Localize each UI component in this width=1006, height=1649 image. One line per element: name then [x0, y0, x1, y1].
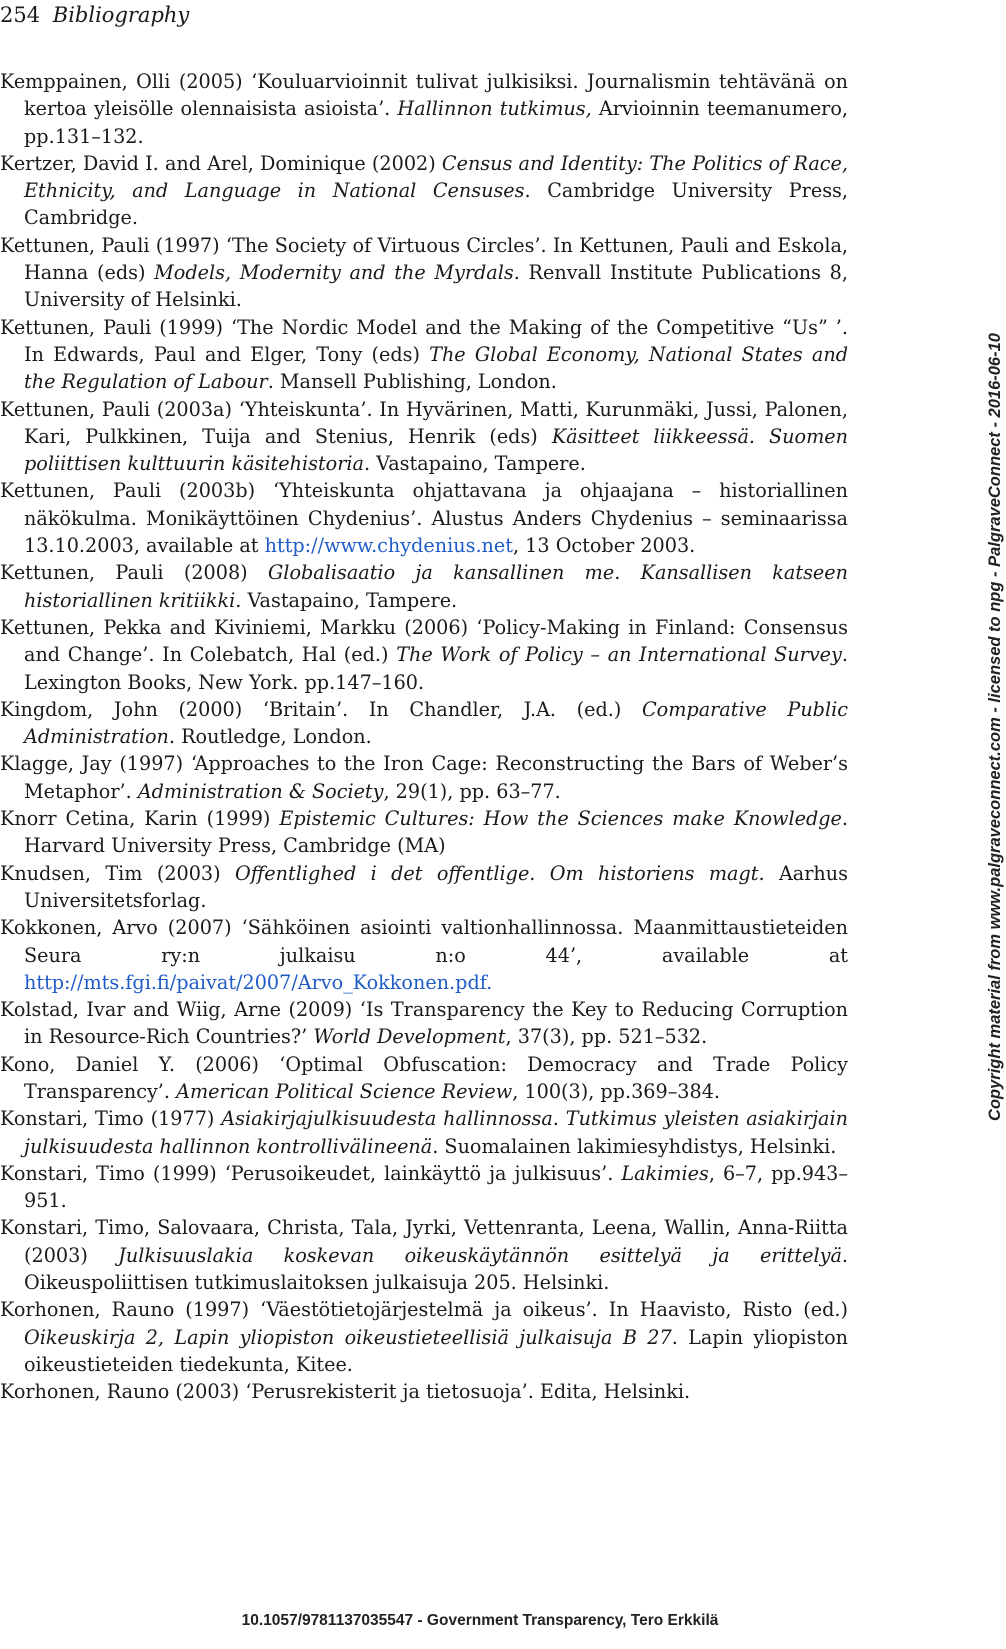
footer-citation: 10.1057/9781137035547 - Government Transparency, Tero Erkkilä	[241, 1612, 719, 1629]
bibliography-entry	[0, 1105, 848, 1160]
entry-italic-text: Asiakirjajulkisuudesta hallinnossa. Tutkimus yleisten asiakirjain julkisuudesta hallinnon kontrollivälineenä	[24, 1107, 848, 1158]
bibliography-entry	[0, 314, 848, 396]
entry-text: Korhonen, Rauno (1997) ‘Väestötietojärjestelmä ja oikeus’. In Haavisto, Risto (ed.)	[0, 1298, 848, 1322]
entry-text: . Renvall Institute Publications 8, University of Helsinki.	[24, 261, 848, 312]
entry-italic-text: World Development	[313, 1025, 506, 1049]
entry-text: , 37(3), pp. 521–532.	[505, 1025, 708, 1049]
entry-italic-text: The Global Economy, National States and the Regulation of Labour	[24, 342, 849, 394]
entry-italic-text: Administration & Society	[137, 779, 384, 803]
bibliography-entry	[0, 559, 848, 614]
entry-text: Kettunen, Pauli (2003a) ‘Yhteiskunta’. In Hyvärinen, Matti, Kurunmäki, Jussi, Palonen, Kari, Pulkkinen, Tuija and Stenius, Henrik (eds)	[0, 397, 848, 448]
bibliography-list	[0, 68, 848, 1406]
bibliography-entry	[0, 477, 848, 559]
entry-italic-text: American Political Science Review	[176, 1079, 513, 1103]
entry-text: Kettunen, Pauli (1997) ‘The Society of Virtuous Circles’. In Kettunen, Pauli and Eskola, Hanna (eds)	[0, 233, 848, 285]
entry-text: Kettunen, Pauli (2008)	[0, 561, 268, 585]
bibliography-entry	[0, 614, 848, 696]
entry-text: . Oikeuspoliittisen tutkimuslaitoksen julkaisuja 205. Helsinki.	[24, 1243, 849, 1295]
bibliography-entry	[0, 1160, 848, 1215]
bibliography-entry	[0, 860, 848, 915]
bibliography-entry	[0, 1214, 848, 1296]
entry-link[interactable]: http://www.chydenius.net	[264, 534, 513, 558]
bibliography-entry	[0, 1378, 848, 1405]
entry-text: , 13 October 2003.	[512, 534, 696, 558]
entry-italic-text: Lakimies	[621, 1161, 709, 1185]
entry-text: Knorr Cetina, Karin (1999)	[0, 807, 280, 831]
entry-text: Konstari, Timo (1999) ‘Perusoikeudet, lainkäyttö ja julkisuus’.	[0, 1161, 622, 1185]
running-head	[0, 2, 189, 28]
entry-text: Korhonen, Rauno (2003) ‘Perusrekisterit ja tietosuoja’. Edita, Helsinki.	[0, 1380, 691, 1404]
entry-text: Kolstad, Ivar and Wiig, Arne (2009) ‘Is Transparency the Key to Reducing Corruption in Resource-Rich Countries?’	[0, 998, 848, 1049]
bibliography-entry	[0, 996, 848, 1051]
entry-italic-text: Hallinnon tutkimus,	[397, 97, 592, 121]
entry-text: . Cambridge University Press, Cambridge.	[24, 179, 848, 230]
copyright-notice: Copyright material from www.palgraveconnect.com - licensed to npg - PalgraveConnect - 2016-06-10	[986, 333, 1004, 1121]
entry-text: . Mansell Publishing, London.	[267, 370, 557, 394]
entry-text: . Routledge, London.	[168, 725, 372, 749]
entry-italic-text: Kansallisen katseen historiallinen kritiikki	[24, 561, 848, 612]
entry-text: Kettunen, Pauli (1999) ‘The Nordic Model and the Making of the Competitive “Us” ’. In Edwards, Paul and Elger, Tony (eds)	[0, 315, 848, 366]
entry-text: Knudsen, Tim (2003)	[0, 861, 235, 885]
bibliography-entry	[0, 914, 848, 996]
entry-italic-text: Models, Modernity and the Myrdals	[154, 261, 514, 285]
entry-text: . Lexington Books, New York. pp.147–160.	[24, 643, 848, 694]
entry-text: . Vastapaino, Tampere.	[363, 452, 586, 476]
entry-italic-text: Comparative Public Administration	[24, 697, 848, 749]
entry-text: Kono, Daniel Y. (2006) ‘Optimal Obfuscation: Democracy and Trade Policy Transparency’.	[0, 1052, 848, 1103]
entry-italic-text: Epistemic Cultures: How the Sciences make Knowledge	[279, 807, 842, 831]
entry-text: . Harvard University Press, Cambridge (MA)	[24, 807, 849, 858]
entry-text: Arvioinnin teemanumero, pp.131–132.	[24, 97, 848, 148]
entry-text: Kettunen, Pauli (2003b) ‘Yhteiskunta ohjattavana ja ohjaajana – historiallinen näkökulma. Monikäyttöinen Chydenius’. Alustus Anders Chydenius – seminaarissa 13.10.2003, available at	[0, 479, 848, 558]
entry-text: . Suomalainen lakimiesyhdistys, Helsinki.	[432, 1134, 837, 1158]
bibliography-entry	[0, 150, 848, 232]
entry-italic-text: Julkisuuslakia koskevan oikeuskäytännön esittelyä ja erittelyä	[118, 1243, 842, 1267]
entry-text: . Lapin yliopiston oikeustieteiden tiedekunta, Kitee.	[24, 1325, 848, 1376]
entry-italic-text: Oikeuskirja 2, Lapin yliopiston oikeustieteellisiä julkaisuja B 27	[24, 1325, 672, 1349]
entry-text: , 6–7, pp.943–951.	[24, 1161, 848, 1213]
bibliography-entry	[0, 1051, 848, 1106]
entry-italic-text: Census and Identity: The Politics of Race, Ethnicity, and Language in National Censuses	[24, 151, 848, 203]
bibliography-entry	[0, 805, 848, 860]
entry-italic-text: Offentlighed i det offentlige. Om historiens magt	[234, 861, 759, 885]
bibliography-entry	[0, 1296, 848, 1378]
entry-text: Konstari, Timo (1977)	[0, 1107, 222, 1131]
bibliography-entry	[0, 232, 848, 314]
entry-text: , 100(3), pp.369–384.	[512, 1079, 721, 1103]
entry-text: , 29(1), pp. 63–77.	[383, 779, 561, 803]
running-title: Bibliography	[52, 3, 190, 27]
bibliography-entry	[0, 68, 848, 150]
entry-link[interactable]: http://mts.fgi.fi/paivat/2007/Arvo_Kokkonen.pdf.	[24, 970, 493, 994]
bibliography-entry	[0, 750, 848, 805]
entry-italic-text: Käsitteet liikkeessä. Suomen poliittisen kulttuurin käsitehistoria	[24, 424, 848, 476]
entry-text: Klagge, Jay (1997) ‘Approaches to the Iron Cage: Reconstructing the Bars of Weber’s Metaphor’.	[0, 752, 848, 803]
bibliography-entry	[0, 396, 848, 478]
entry-italic-text: Globalisaatio ja kansallinen me	[267, 561, 615, 585]
entry-text: .	[614, 561, 641, 585]
page-number: 254	[0, 3, 41, 27]
bibliography-entry	[0, 696, 848, 751]
entry-text: Kemppainen, Olli (2005) ‘Kouluarvioinnit tulivat julkisiksi. Journalismin tehtävänä on kertoa yleisölle olennaisista asioista’.	[0, 70, 848, 121]
entry-text: Kettunen, Pekka and Kiviniemi, Markku (2006) ‘Policy-Making in Finland: Consensus and Change’. In Colebatch, Hal (ed.)	[0, 615, 848, 667]
entry-text: Konstari, Timo, Salovaara, Christa, Tala, Jyrki, Vettenranta, Leena, Wallin, Anna-Riitta (2003)	[0, 1216, 848, 1267]
entry-text: Kokkonen, Arvo (2007) ‘Sähköinen asiointi valtionhallinnossa. Maanmittaustieteiden Seura ry:n julkaisu n:o 44’, available at	[0, 916, 848, 967]
entry-text: Kertzer, David I. and Arel, Dominique (2002)	[0, 151, 442, 175]
entry-text: . Aarhus Universitetsforlag.	[24, 861, 848, 912]
entry-text: . Vastapaino, Tampere.	[235, 588, 458, 612]
entry-text: Kingdom, John (2000) ‘Britain’. In Chandler, J.A. (ed.)	[0, 697, 642, 721]
entry-italic-text: The Work of Policy – an International Survey	[396, 643, 842, 667]
